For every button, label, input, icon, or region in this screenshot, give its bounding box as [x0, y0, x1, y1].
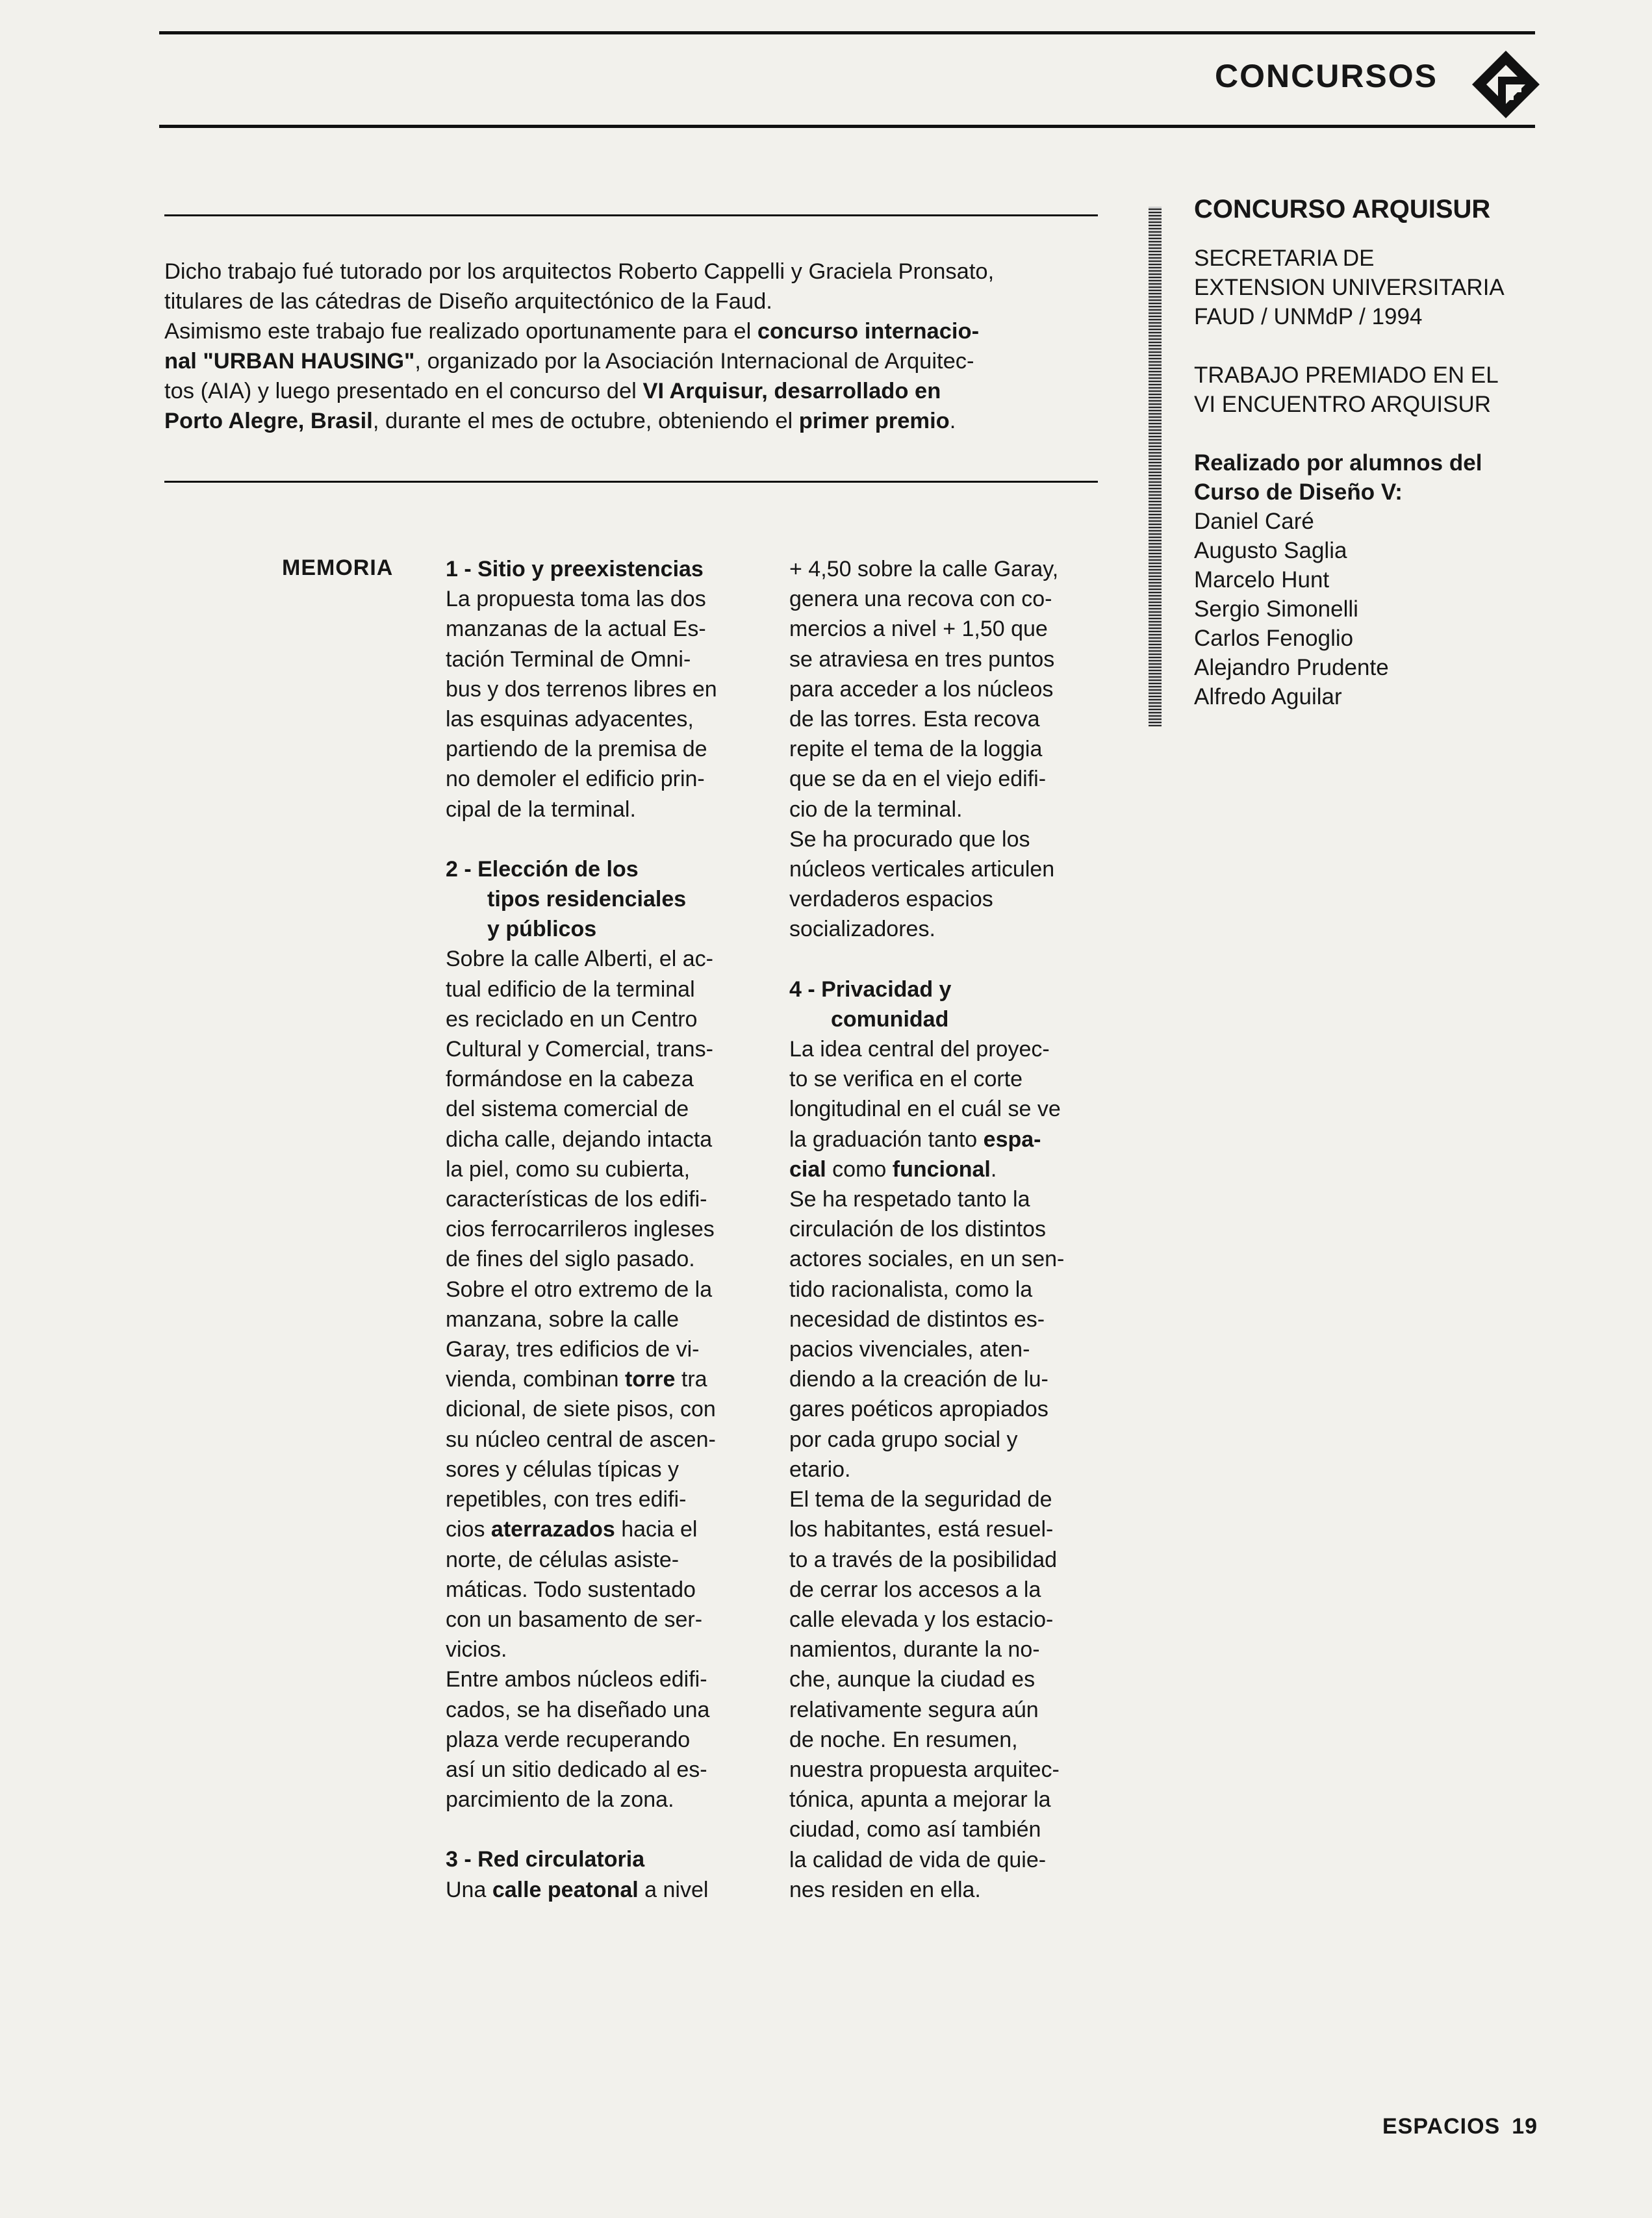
text-line: gares poéticos apropiados	[789, 1397, 1048, 1422]
text-line: las esquinas adyacentes,	[446, 707, 694, 732]
section-heading: tipos residenciales	[487, 887, 687, 912]
text-line: del sistema comercial de	[446, 1097, 689, 1122]
section-heading: y públicos	[487, 917, 597, 942]
text-line: Se ha respetado tanto la	[789, 1187, 1030, 1212]
section-title: CONCURSOS	[1215, 58, 1438, 94]
intro-line: Porto Alegre, Brasil, durante el mes de octubre, obteniendo el primer premio.	[164, 409, 956, 433]
text-line: cios ferrocarrileros ingleses	[446, 1217, 715, 1242]
text-line: por cada grupo social y	[789, 1427, 1018, 1452]
text-line: to a través de la posibilidad	[789, 1547, 1058, 1572]
section-heading: 2 - Elección de los	[446, 856, 639, 882]
text-line: se atraviesa en tres puntos	[789, 646, 1055, 672]
text-line: cios aterrazados hacia el	[446, 1517, 698, 1542]
intro-line: tos (AIA) y luego presentado en el concurso del VI Arquisur, desarrollado en	[164, 379, 941, 403]
text-line: sores y células típicas y	[446, 1457, 680, 1482]
text-line: nes residen en ella.	[789, 1877, 981, 1902]
intro-top-rule	[164, 214, 1098, 216]
text-line: Entre ambos núcleos edifi-	[446, 1667, 707, 1692]
text-line: + 4,50 sobre la calle Garay,	[789, 557, 1059, 581]
text-line: repetibles, con tres edifi-	[446, 1487, 687, 1512]
text-line: la calidad de vida de quie-	[789, 1847, 1047, 1872]
text-line: tual edificio de la terminal	[446, 976, 695, 1002]
text-line: bus y dos terrenos libres en	[446, 676, 717, 702]
sidebar-award-line: VI ENCUENTRO ARQUISUR	[1194, 392, 1491, 417]
text-line: La idea central del proyec-	[789, 1037, 1050, 1062]
text-line: tónica, apunta a mejorar la	[789, 1787, 1051, 1813]
text-line: partiendo de la premisa de	[446, 737, 707, 762]
text-line: así un sitio dedicado al es-	[446, 1757, 707, 1782]
sidebar-credit-line: Realizado por alumnos del	[1194, 450, 1482, 476]
text-line: to se verifica en el corte	[789, 1067, 1023, 1092]
student-name: Carlos Fenoglio	[1194, 626, 1354, 651]
text-line: nuestra propuesta arquitec-	[789, 1757, 1060, 1782]
student-name: Augusto Saglia	[1194, 538, 1347, 563]
memoria-column-2	[789, 554, 1100, 1905]
text-line: circulación de los distintos	[789, 1217, 1046, 1242]
text-line: che, aunque la ciudad es	[789, 1667, 1036, 1692]
sidebar-title: CONCURSO ARQUISUR	[1194, 195, 1491, 223]
text-line: socializadores.	[789, 917, 935, 942]
sidebar-credits	[1194, 195, 1545, 711]
text-line: Una calle peatonal a nivel	[446, 1877, 709, 1902]
student-name: Alfredo Aguilar	[1194, 684, 1342, 709]
text-line: Garay, tres edificios de vi-	[446, 1337, 700, 1362]
text-line: la piel, como su cubierta,	[446, 1156, 691, 1182]
intro-line: nal "URBAN HAUSING", organizado por la Asociación Internacional de Arquitec-	[164, 349, 974, 374]
text-line: plaza verde recuperando	[446, 1727, 691, 1752]
text-line: Sobre el otro extremo de la	[446, 1277, 713, 1302]
sidebar-dotted-divider	[1149, 207, 1162, 726]
intro-bottom-rule	[164, 481, 1098, 483]
page-number: 19	[1512, 2114, 1538, 2139]
magazine-name: ESPACIOS	[1382, 2114, 1501, 2139]
text-line: Sobre la calle Alberti, el ac-	[446, 947, 713, 972]
student-name: Sergio Simonelli	[1194, 596, 1358, 622]
intro-line: Dicho trabajo fué tutorado por los arquitectos Roberto Cappelli y Graciela Pronsato,	[164, 259, 995, 284]
text-line: de las torres. Esta recova	[789, 707, 1040, 732]
text-line: El tema de la seguridad de	[789, 1487, 1052, 1512]
text-line: de cerrar los accesos a la	[789, 1577, 1041, 1602]
text-line: relativamente segura aún	[789, 1697, 1039, 1722]
text-line: verdaderos espacios	[789, 887, 993, 912]
sidebar-award-line: TRABAJO PREMIADO EN EL	[1194, 363, 1499, 388]
intro-paragraph	[164, 257, 1100, 436]
sidebar-org-line: SECRETARIA DE	[1194, 246, 1375, 271]
text-line: parcimiento de la zona.	[446, 1787, 674, 1813]
text-line: los habitantes, está resuel-	[789, 1517, 1054, 1542]
text-line: que se da en el viejo edifi-	[789, 767, 1047, 792]
text-line: su núcleo central de ascen-	[446, 1427, 716, 1452]
text-line: características de los edifi-	[446, 1187, 707, 1212]
header-bottom-rule	[159, 125, 1535, 128]
text-line: Cultural y Comercial, trans-	[446, 1037, 713, 1062]
text-line: con un basamento de ser-	[446, 1607, 703, 1632]
text-line: norte, de células asiste-	[446, 1547, 680, 1572]
text-line: tido racionalista, como la	[789, 1277, 1033, 1302]
section-heading: 4 - Privacidad y	[789, 976, 952, 1002]
text-line: de noche. En resumen,	[789, 1727, 1018, 1752]
section-heading: 1 - Sitio y preexistencias	[446, 557, 704, 581]
header-top-rule	[159, 31, 1535, 34]
sidebar-credit-line: Curso de Diseño V:	[1194, 479, 1403, 505]
intro-line: Asimismo este trabajo fue realizado oportunamente para el concurso internacio-	[164, 319, 980, 344]
text-line: vienda, combinan torre tra	[446, 1367, 707, 1392]
text-line: la graduación tanto espa-	[789, 1127, 1041, 1152]
section-heading: 3 - Red circulatoria	[446, 1847, 645, 1872]
text-line: longitudinal en el cuál se ve	[789, 1097, 1061, 1122]
text-line: es reciclado en un Centro	[446, 1006, 698, 1032]
text-line: actores sociales, en un sen-	[789, 1247, 1065, 1272]
text-line: para acceder a los núcleos	[789, 676, 1054, 702]
section-heading: comunidad	[831, 1006, 949, 1032]
text-line: dicional, de siete pisos, con	[446, 1397, 716, 1422]
text-line: formándose en la cabeza	[446, 1067, 694, 1092]
text-line: La propuesta toma las dos	[446, 587, 706, 612]
text-line: cipal de la terminal.	[446, 797, 636, 822]
text-line: cio de la terminal.	[789, 797, 963, 822]
text-line: vicios.	[446, 1637, 507, 1663]
text-line: manzana, sobre la calle	[446, 1307, 680, 1332]
text-line: necesidad de distintos es-	[789, 1307, 1045, 1332]
text-line: dicha calle, dejando intacta	[446, 1127, 713, 1152]
intro-line: titulares de las cátedras de Diseño arquitectónico de la Faud.	[164, 289, 772, 314]
page-footer	[1382, 2114, 1538, 2139]
text-line: núcleos verticales articulen	[789, 857, 1055, 882]
text-line: Se ha procurado que los	[789, 826, 1030, 852]
text-line: cial como funcional.	[789, 1156, 997, 1182]
text-line: genera una recova con co-	[789, 587, 1052, 612]
student-name: Daniel Caré	[1194, 509, 1314, 534]
text-line: no demoler el edificio prin-	[446, 767, 705, 792]
text-line: repite el tema de la loggia	[789, 737, 1043, 762]
text-line: tación Terminal de Omni-	[446, 646, 691, 672]
text-line: mercios a nivel + 1,50 que	[789, 617, 1048, 642]
student-name: Alejandro Prudente	[1194, 655, 1389, 680]
text-line: manzanas de la actual Es-	[446, 617, 706, 642]
student-name: Marcelo Hunt	[1194, 567, 1330, 593]
architecture-logo-icon	[1467, 45, 1545, 123]
text-line: diendo a la creación de lu-	[789, 1367, 1048, 1392]
text-line: calle elevada y los estacio-	[789, 1607, 1054, 1632]
text-line: de fines del siglo pasado.	[446, 1247, 695, 1272]
text-line: pacios vivenciales, aten-	[789, 1337, 1030, 1362]
sidebar-org-line: FAUD / UNMdP / 1994	[1194, 304, 1423, 329]
sidebar-org-line: EXTENSION UNIVERSITARIA	[1194, 275, 1505, 300]
text-line: namientos, durante la no-	[789, 1637, 1040, 1663]
memoria-label: MEMORIA	[282, 555, 394, 580]
text-line: máticas. Todo sustentado	[446, 1577, 696, 1602]
memoria-column-1	[446, 554, 756, 1905]
text-line: etario.	[789, 1457, 851, 1482]
text-line: cados, se ha diseñado una	[446, 1697, 710, 1722]
text-line: ciudad, como así también	[789, 1817, 1041, 1842]
